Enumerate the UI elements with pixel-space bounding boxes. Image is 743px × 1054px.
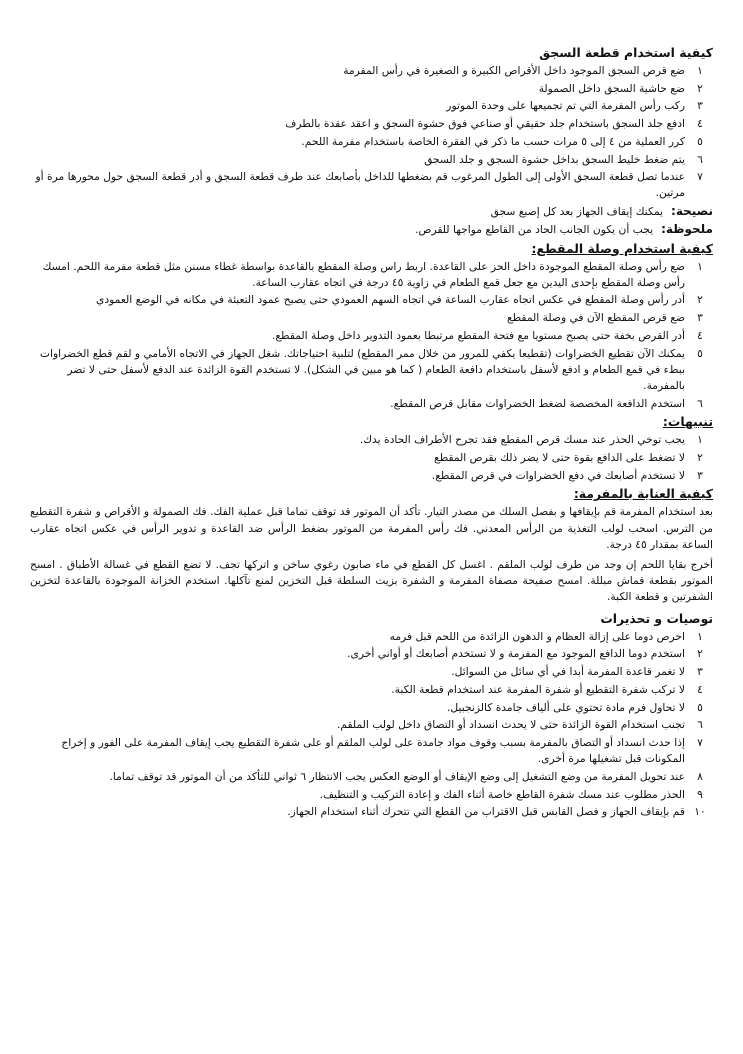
list-item-number: ٧ <box>697 735 703 749</box>
slicer-steps-list <box>30 259 713 412</box>
list-item-text: ركب رأس المفرمة التي تم تجميعها على وحدة الموتور <box>446 99 685 113</box>
section-title-care: كيفية العناية بالمفرمة: <box>573 486 713 502</box>
list-item-number: ٢ <box>697 647 703 661</box>
list-item-text: عندما تصل قطعة السجق الأولى إلى الطول المرغوب قم بضغطها للداخل بأصابعك عند طرف قطعة السجق و أدر قطعة السجق حول محورها مرة أو مرتين. <box>35 170 685 200</box>
list-item-text: استخدم الدافعة المخصصة لضغط الخضراوات مقابل قرص المقطع. <box>390 396 685 410</box>
list-item-number: ١ <box>697 629 703 643</box>
list-item <box>30 116 713 132</box>
list-item <box>30 682 713 698</box>
list-item <box>30 328 713 344</box>
list-item <box>30 169 713 201</box>
list-item <box>30 717 713 733</box>
list-item <box>30 152 713 168</box>
list-item <box>30 432 713 448</box>
list-item <box>30 396 713 412</box>
list-item <box>30 134 713 150</box>
list-item <box>30 769 713 785</box>
list-item <box>30 98 713 114</box>
section-title-slicer: كيفية استخدام وصلة المقطع: <box>531 240 713 256</box>
list-item-text: ضع حاشية السجق داخل الصمولة <box>538 81 685 95</box>
list-item-text: قم بإيقاف الجهاز و فصل القابس قبل الاقتراب من القطع التي تتحرك أثناء استخدام الجهاز. <box>287 805 685 819</box>
list-item-number: ٣ <box>697 311 703 325</box>
list-item-number: ٤ <box>697 117 703 131</box>
tip-label: نصيحة: <box>671 204 713 219</box>
list-item-number: ٦ <box>697 396 703 410</box>
list-item-number: ٦ <box>697 152 703 166</box>
list-item-number: ١ <box>697 64 703 77</box>
remark-text: يجب أن يكون الجانب الحاد من القاطع مواجها للقرص. <box>415 223 654 237</box>
list-item-number: ٢ <box>697 293 703 307</box>
list-item-text: احرص دوما على إزالة العظام و الدهون الزائدة من اللحم قبل فرمه <box>389 629 685 643</box>
tip-note <box>30 203 713 220</box>
list-item-text: لا تستخدم أصابعك في دفع الخضراوات في قرص المقطع. <box>431 468 685 482</box>
list-item-number: ١ <box>697 433 703 447</box>
list-item <box>30 346 713 395</box>
list-item <box>30 664 713 680</box>
section-care <box>30 485 713 605</box>
list-item-number: ٤ <box>697 682 703 696</box>
list-item-text: يجب توخي الحذر عند مسك قرص المقطع فقد تجرح الأطراف الحادة يدك. <box>359 433 685 447</box>
list-item-number: ٢ <box>697 451 703 465</box>
section-title-warnings: تنبيهات: <box>662 414 713 430</box>
list-item-text: ضع قرص السجق الموجود داخل الأقراص الكبيرة و الصغيرة في رأس المفرمة <box>343 64 685 77</box>
list-item-text: أدر القرص بخفة حتى يصبح مستويا مع فتحة المقطع مرتبطا بعمود التدوير داخل وصلة المقطع. <box>271 328 685 342</box>
list-item <box>30 450 713 466</box>
list-item <box>30 629 713 645</box>
list-item-text: لا تضغط على الدافع بقوة حتى لا يضر ذلك بقرص المقطع <box>434 451 685 465</box>
list-item-number: ٣ <box>697 665 703 679</box>
list-item-text: الحذر مطلوب عند مسك شفرة القاطع خاصة أثناء الفك و إعادة التركيب و التنظيف. <box>319 787 685 801</box>
list-item <box>30 468 713 484</box>
tips-list <box>30 629 713 821</box>
list-item-number: ٣ <box>697 99 703 113</box>
list-item-text: ضع رأس وصلة المقطع الموجودة داخل الحز على القاعدة. اربط راس وصلة المقطع بالقاعدة بواسطة غطاء مسنن مثل قطعة مفرمة اللحم. امسك رأس وصلة المقطع بإحدى اليدين مع جعل قمع الطعام في زاوية ٤٥ درجة في اتجاه عقارب الساعة. <box>42 259 685 289</box>
list-item-text: ادفع جلد السجق باستخدام جلد حقيقي أو صناعي فوق حشوة السجق و اعقد عقدة بالطرف <box>285 117 685 131</box>
section-tips <box>30 610 713 821</box>
care-paragraph: أخرج بقايا اللحم إن وجد من طرف لولب الملقم . اغسل كل القطع في ماء صابون رغوي ساخن و اتركها تجف. لا تضع القطع في غسالة الأطباق . امسح الموتور بقطعة قماش مبللة. امسح صفيحة مصفاة المفرمة و الشفرة بزيت السلطة قبل التخزين لمنع تآكلها. استخدم الخزانة الموجودة بالقاعدة لتخزين الشفرتين و قطعة الكبة. <box>30 558 713 604</box>
list-item-text: يتم ضغط خليط السجق بداخل حشوة السجق و جلد السجق <box>424 152 685 166</box>
section-title-tips: توصيات و تحذيرات <box>600 610 713 626</box>
list-item-number: ٩ <box>697 787 703 801</box>
list-item <box>30 646 713 662</box>
list-item-text: أدر رأس وصلة المقطع في عكس اتجاه عقارب الساعة في اتجاه السهم العمودي حتى يصبح عمود التعبئة في مكانه في الوضع العمودي <box>96 293 685 307</box>
section-sausage <box>30 44 713 239</box>
list-item-number: ٢ <box>697 81 703 95</box>
list-item-text: إذا حدث انسداد أو التصاق بالمفرمة بسبب وقوف مواد جامدة على لولب الملقم أو على شفرة التقطيع يجب إيقاف المفرمة على الفور و إخراج المكونات قبل تشغيلها مرة أخرى. <box>61 735 685 766</box>
list-item <box>30 787 713 803</box>
list-item-text: استخدم دوما الدافع الموجود مع المفرمة و لا تستخدم أصابعك أو أواني أخرى. <box>347 647 685 661</box>
remark-note <box>30 221 713 238</box>
section-warnings <box>30 413 713 484</box>
list-item <box>30 310 713 326</box>
list-item-number: ٥ <box>697 134 703 148</box>
list-item <box>30 804 713 820</box>
list-item-number: ١ <box>697 259 703 273</box>
list-item-number: ٥ <box>697 346 703 360</box>
list-item <box>30 292 713 308</box>
list-item <box>30 735 713 767</box>
list-item-number: ٧ <box>697 170 703 184</box>
list-item-text: لا تحاول فرم مادة تحتوي على ألياف جامدة كالزنجبيل. <box>447 700 685 714</box>
section-title-sausage: كيفية استخدام قطعة السجق <box>539 45 713 60</box>
list-item-text: ضع قرص المقطع الآن في وصلة المقطع <box>506 311 685 325</box>
list-item-text: لا تغمر قاعدة المفرمة أبدا في أي سائل من السوائل. <box>451 665 685 679</box>
list-item-text: عند تحويل المفرمة من وضع التشغيل إلى وضع الإيقاف أو الوضع العكس يجب الانتظار ٦ ثواني للتأكد من أن الموتور قد توقف تماما. <box>109 769 685 783</box>
list-item-number: ٦ <box>697 718 703 732</box>
list-item-text: تجنب استخدام القوة الزائدة حتى لا يحدث انسداد أو التصاق داخل لولب الملقم. <box>336 718 685 732</box>
list-item <box>30 81 713 97</box>
list-item <box>30 700 713 716</box>
list-item-number: ٥ <box>697 700 703 714</box>
sausage-steps-list <box>30 63 713 202</box>
care-paragraph: بعد استخدام المفرمة قم بإيقافها و بفصل السلك من مصدر التيار. تأكد أن الموتور قد توقف تماما قبل عملية الفك. فك الصمولة و الأقراص و شفرة التقطيع من الترس. اسحب لولب التغذية من الرأس المعدني. فك رأس المفرمة من الموتور بضغط الرأس ضد القاعدة و تدوير الرأس في عكس اتجاه عقارب الساعة بمقدار ٤٥ درجة. <box>30 505 713 551</box>
tip-text: يمكنك إيقاف الجهاز بعد كل إصبع سجق <box>490 205 664 219</box>
list-item-text: لا تركب شفرة التقطيع أو شفرة المفرمة عند استخدام قطعة الكبة. <box>391 682 685 696</box>
list-item-number: ٣ <box>697 468 703 482</box>
list-item-number: ٨ <box>697 769 703 783</box>
list-item <box>30 63 713 79</box>
list-item <box>30 259 713 291</box>
warnings-list <box>30 432 713 484</box>
list-item-text: كرر العملية من ٤ إلى ٥ مرات حسب ما ذكر في الفقرة الخاصة باستخدام مفرمة اللحم. <box>301 134 685 148</box>
remark-label: ملحوظة: <box>661 222 713 237</box>
list-item-number: ٤ <box>697 328 703 342</box>
list-item-number: ١٠ <box>694 805 706 819</box>
list-item-text: يمكنك الآن تقطيع الخضراوات (تقطيعا يكفي للمرور من خلال ممر المقطع) لتلبية احتياجاتك. شغل الجهاز في الاتجاه الأمامي و لقم قطع الخضراوات ببطء في قمع الطعام و ادفع لأسفل باستخدام دافعة الطعام ( كما هو مبين في الشكل). لا تستخدم القوة الزائدة عند الدفع لأسفل حتى لا تضر بالمفرمة. <box>39 346 685 392</box>
section-slicer <box>30 240 713 412</box>
